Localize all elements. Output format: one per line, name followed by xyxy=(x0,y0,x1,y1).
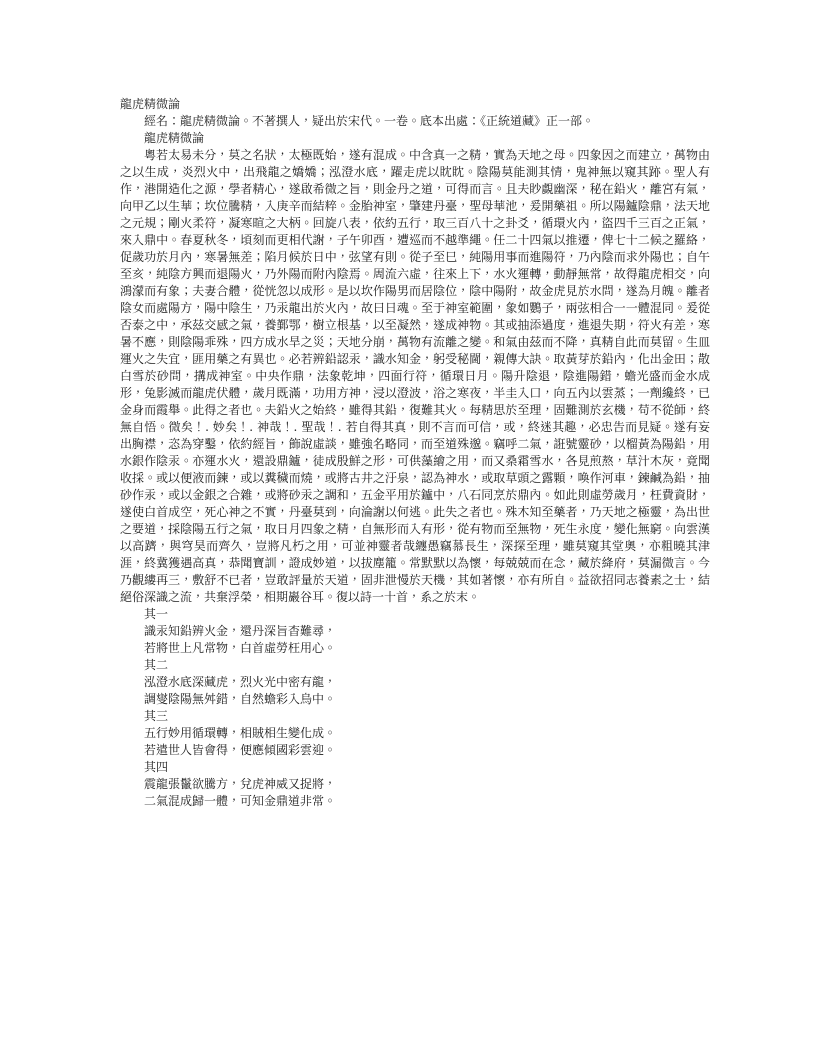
main-text-paragraph: 粵若太易未分，莫之名狀，太極既始，遂有混成。中含真一之精，實為天地之母。四象因之而建立，萬物由之以生成，炎烈火中，出飛龍之嬌嬌；泓澄水底，躍走虎以眈眈。陰陽莫能測其情，鬼神無以窺其跡。聖人有作，港開造化之源，學者精心，遂啟希微之旨，則金丹之道，可得而言。且夫眇覷幽深，秘在鉛火，離宮有氣，向甲乙以生華；坎位騰精，入庚辛而結粹。金胎神室，肇建丹臺，聖母華池，爰開藥祖。所以陽鑪陰鼎，法天地之元規；剛火柔符，凝寒暄之大柄。回旋八表，依約五行，取三百八十之卦爻，循環火內，盜四千三百之正氣，來入鼎中。春夏秋冬，頃刻而更相代謝，子午卯酉，遭巡而不越準繩。任二十四氣以推遷，俾七十二候之羅絡，促歲功於月內，寒暑無差；陷月候於日中，弦望有則。從子至巳，純陽用事而進陽符，乃內陰而求外陽也；自午至亥，純陰方興而退陽火，乃外陽而附內陰焉。周流六虛，往來上下，水火運轉，動靜無常，故得龍虎相交，向鴻濛而有象；夫妻合體，從恍忽以成形。是以坎作陽男而居陰位，陰中陽附，故金虎見於水問，遂為月魄。離者陰女而處陽方，陽中陰生，乃汞龍出於火內，故曰日魂。至于神室範圍，象如鸚子，兩弦相合一一體混同。爰從否泰之中，承茲交感之氣，養鄞鄂，樹立根基，以至凝然，遂成神物。其或抽添過度，進退失期，符火有差，寒暑不應，則陰陽乖殊，四方成水旱之災；天地分崩，萬物有流離之變。和氣由茲而不降，真精自此而莫留。生皿運火之失宜，匪用藥之有異也。必若辨鉛認汞，識水知金，躬受秘閫，親傳大訣。取黃芽於鉛內，化出金田；散白雪於砂問，搆成神室。中央作鼎，法象乾坤，四面行符，循環日月。陽升陰退，陰進陽錯，蟾光盛而金水成形，兔影滅而龍虎伏體，歲月既滿，功用方神，浸以澄波，浴之寒夜，半圭入口，向五內以雲蒸；一劑纔終，已金身而霞舉。此得之者也。夫鉛火之始終，雖得其鉛，復難其火。每精思於至理，固難測於玄機，苟不從師，終無自悟。微矣！. 妙矣！. 神哉！. 聖哉！. 若自得其真，則不言而可信，或，終迷其趣，必忠告而見疑。遂有妄出胸襟，恣為穿鑿，依約經旨，飾說虛談，雖強名略同，而至道殊邈。竊呼二氣，誑號靈砂，以榴黃為陽鉛，用水銀作陰汞。亦運水火，還設鼎鑪，徒成殷鮮之形，可供藻繪之用，而又桑霜雪水，各見煎熬，草汁木灰，竟聞收採。或以便液而鍊，或以糞穢而燒，或將古井之汙泉，認為神水，或取草頭之露顆，喚作河車，鍊鹹為鉛，抽砂作汞，或以金銀之合雜，或將砂汞之調和，五金平用於鑪中，八石同烹於鼎內。如此則虛勞歲月，枉費資財，遂使白首成空，死心神之不實，丹臺莫到，向淪謝以何逃。此失之者也。殊木知至藥者，乃天地之極靈，為出世之要道，採陰陽五行之氣，取日月四象之精，自無形而入有形，從有物而至無物，死生永度，變化無窮。向雲漢以高躋，與穹昊而齊久，豈將凡朽之用，可並神靈者哉纏愚竊慕長生，深探至理，雖莫窺其堂奧，亦粗曉其津涯，終冀獲遇高真，恭聞寶訓，證成妙道，以拔塵籠。常默默以為懷，每兢兢而在念，藏於絳府，莫漏微言。今乃觀縷再三，敷舒不已者，豈敢評量於天道，固非泄慢於天機，其如著懷，亦有所自。益欲招同志養素之士，結絕俗深識之流，共棄浮榮，相期巖谷耳。復以詩一十首，系之於末。 xyxy=(120,148,710,604)
poem-number: 其四 xyxy=(144,760,169,774)
poem-number: 其二 xyxy=(144,658,169,672)
poem-1 xyxy=(120,606,710,657)
poem-line: 二氣混成歸一體，可知金鼎道非常。 xyxy=(144,794,337,808)
poem-4 xyxy=(120,759,710,810)
page-title: 龍虎精微論 xyxy=(120,97,181,111)
poem-number: 其一 xyxy=(144,607,169,621)
poem-line: 泓澄水底深藏虎，烈火光中密有龍， xyxy=(144,675,337,689)
poem-2 xyxy=(120,657,710,708)
poem-line: 若將世上凡常物，白首虛勞枉用心。 xyxy=(144,641,337,655)
document-body xyxy=(120,96,710,810)
colophon-line: 經名：龍虎精微論。不著撰人，疑出於宋代。一卷。底本出處：《正統道藏》正一部。 xyxy=(144,114,595,128)
poem-line: 識汞知鉛辨火金，還丹深旨杳難尋， xyxy=(144,624,337,638)
work-title-line: 龍虎精微論 xyxy=(144,131,205,145)
title-block xyxy=(120,96,710,147)
poem-line: 若遣世人皆會得，便應傾國彩雲迎。 xyxy=(144,743,337,757)
poem-3 xyxy=(120,708,710,759)
poem-line: 五行妙用循環轉，相賊相生變化成。 xyxy=(144,726,337,740)
poem-line: 震龍張鬣欲騰方，兌虎神威又捉將， xyxy=(144,777,337,791)
poem-number: 其三 xyxy=(144,709,169,723)
poem-line: 調燮陰陽無舛錯，自然蟾彩入烏中。 xyxy=(144,692,337,706)
